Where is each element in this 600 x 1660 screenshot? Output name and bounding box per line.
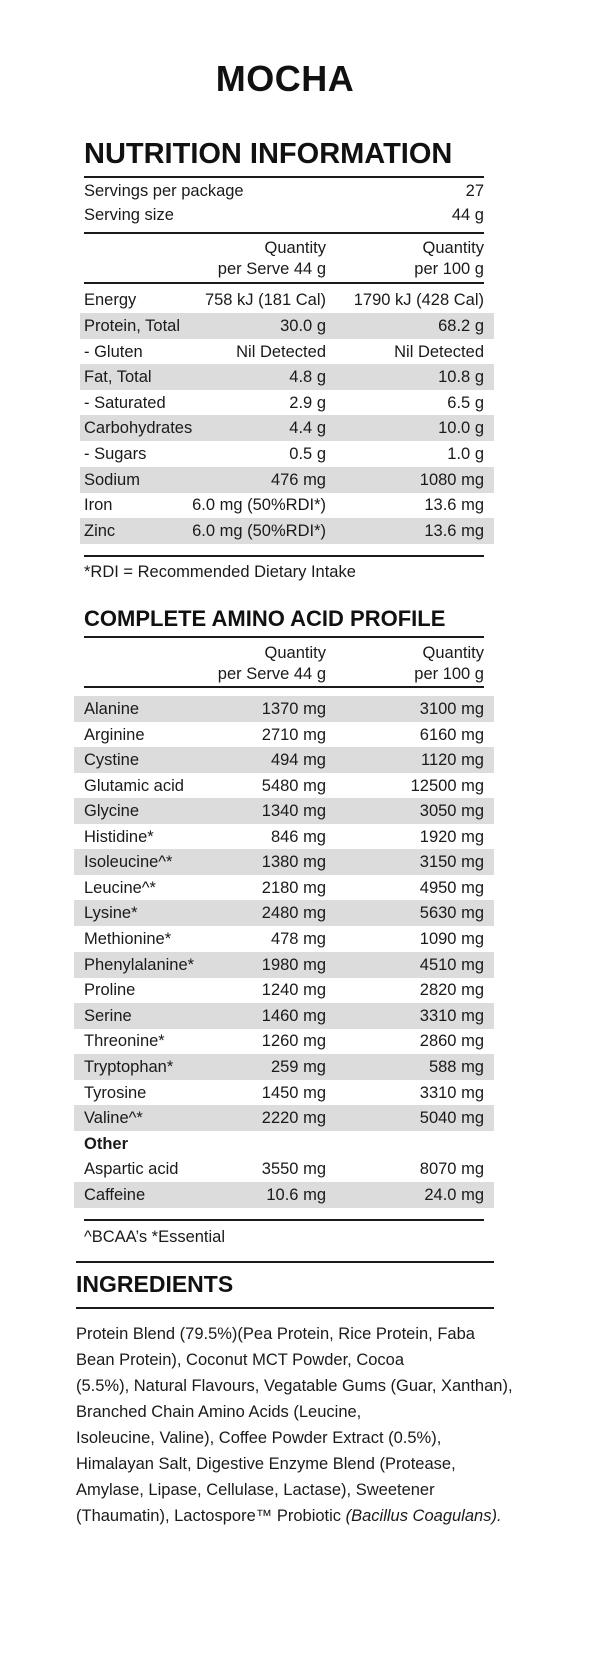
row-per-serve: 494 mg xyxy=(270,750,326,769)
nutrition-row xyxy=(80,518,494,544)
divider xyxy=(84,232,484,234)
col-header-line: Quantity xyxy=(422,644,484,662)
row-per-100g: 1080 mg xyxy=(419,470,484,489)
rdi-footnote: *RDI = Recommended Dietary Intake xyxy=(84,563,356,581)
amino-row xyxy=(74,849,494,875)
amino-row xyxy=(74,824,494,850)
divider xyxy=(76,1261,494,1263)
amino-row xyxy=(74,1105,494,1131)
row-label: Energy xyxy=(84,290,137,309)
row-per-serve: 3550 mg xyxy=(261,1159,326,1178)
serving-size-label: Serving size xyxy=(84,206,174,224)
nutrition-title: NUTRITION INFORMATION xyxy=(84,138,453,170)
row-per-100g: 6160 mg xyxy=(419,725,484,744)
row-per-serve: 846 mg xyxy=(270,827,326,846)
amino-row xyxy=(74,1054,494,1080)
row-per-serve: 476 mg xyxy=(270,470,326,489)
row-label: Lysine* xyxy=(84,903,138,922)
row-per-100g: 2860 mg xyxy=(419,1031,484,1050)
row-label: Sodium xyxy=(84,470,140,489)
row-label: Glutamic acid xyxy=(84,776,184,795)
row-per-serve: 2.9 g xyxy=(289,393,326,412)
amino-row xyxy=(74,952,494,978)
col-header-line: Quantity xyxy=(264,644,326,662)
row-per-100g: 10.8 g xyxy=(438,367,484,386)
row-per-serve: 1260 mg xyxy=(261,1031,326,1050)
row-per-100g: 1120 mg xyxy=(421,750,484,769)
nutrition-row xyxy=(80,467,494,493)
row-label: Caffeine xyxy=(84,1185,146,1204)
row-per-100g: 4950 mg xyxy=(419,878,484,897)
nutrition-row xyxy=(80,287,494,313)
amino-row xyxy=(74,900,494,926)
ingredients-line xyxy=(76,1503,546,1529)
row-label: Threonine* xyxy=(84,1031,165,1050)
row-per-100g: 6.5 g xyxy=(447,393,484,412)
row-per-100g: 13.6 mg xyxy=(424,521,484,540)
row-label: Isoleucine^* xyxy=(84,852,173,871)
divider xyxy=(84,636,484,638)
row-label: Iron xyxy=(84,495,113,514)
row-per-serve: 758 kJ (181 Cal) xyxy=(204,290,326,309)
ingredients-line: Amylase, Lipase, Cellulase, Lactase), Sweetener xyxy=(76,1481,435,1499)
ingredients-line: Protein Blend (79.5%)(Pea Protein, Rice Protein, Faba xyxy=(76,1325,475,1343)
col-header-line: Quantity xyxy=(422,239,484,257)
row-per-100g: 5040 mg xyxy=(419,1108,484,1127)
divider xyxy=(84,555,484,557)
ingredients-line: Bean Protein), Coconut MCT Powder, Cocoa xyxy=(76,1351,405,1369)
ingredients-line: Himalayan Salt, Digestive Enzyme Blend (Protease, xyxy=(76,1455,456,1473)
row-per-100g: 3310 mg xyxy=(419,1006,484,1025)
row-per-100g: 3310 mg xyxy=(419,1083,484,1102)
row-label: Histidine* xyxy=(84,827,154,846)
amino-other-row xyxy=(74,1182,494,1208)
nutrition-row xyxy=(80,415,494,441)
row-label: Serine xyxy=(84,1006,132,1025)
amino-row xyxy=(74,773,494,799)
row-per-100g: 5630 mg xyxy=(419,903,484,922)
ingredients-line-plain: (Thaumatin), Lactospore™ Probiotic xyxy=(76,1507,346,1525)
row-label: Aspartic acid xyxy=(84,1159,179,1178)
amino-row xyxy=(74,977,494,1003)
row-per-serve: 1340 mg xyxy=(261,801,326,820)
row-per-serve: 0.5 g xyxy=(289,444,326,463)
row-label: Fat, Total xyxy=(84,367,152,386)
row-label: Carbohydrates xyxy=(84,418,193,437)
divider xyxy=(84,1219,484,1221)
row-per-serve: 1980 mg xyxy=(261,955,326,974)
amino-row xyxy=(74,1080,494,1106)
nutrition-row xyxy=(80,390,494,416)
row-label: Alanine xyxy=(84,699,140,718)
row-per-serve: 2710 mg xyxy=(261,725,326,744)
row-per-serve: Nil Detected xyxy=(236,342,326,361)
amino-col-header-per-100g xyxy=(340,643,484,685)
amino-row xyxy=(74,1003,494,1029)
row-per-serve: 1370 mg xyxy=(261,699,326,718)
row-per-serve: 1240 mg xyxy=(261,980,326,999)
row-per-serve: 30.0 g xyxy=(280,316,326,335)
amino-row xyxy=(74,696,494,722)
nutrition-row xyxy=(80,364,494,390)
row-per-serve: 4.4 g xyxy=(289,418,326,437)
servings-per-package-value: 27 xyxy=(465,182,484,200)
amino-row xyxy=(74,1028,494,1054)
col-header-line: Quantity xyxy=(264,239,326,257)
divider xyxy=(84,282,484,284)
nutrition-row xyxy=(80,313,494,339)
divider xyxy=(76,1307,494,1309)
row-per-serve: 2180 mg xyxy=(261,878,326,897)
col-header-per-100g xyxy=(340,238,484,280)
col-header-line: per 100 g xyxy=(414,260,484,278)
row-per-100g: 3100 mg xyxy=(419,699,484,718)
ingredients-text xyxy=(76,1321,546,1529)
row-per-serve: 10.6 mg xyxy=(266,1185,326,1204)
row-per-serve: 1380 mg xyxy=(261,852,326,871)
row-label: Proline xyxy=(84,980,136,999)
row-per-100g: 2820 mg xyxy=(419,980,484,999)
row-label: Valine^* xyxy=(84,1108,143,1127)
row-label: Zinc xyxy=(84,521,116,540)
row-label: Phenylalanine* xyxy=(84,955,195,974)
row-per-100g: 1920 mg xyxy=(419,827,484,846)
ingredients-line: Isoleucine, Valine), Coffee Powder Extract (0.5%), xyxy=(76,1429,442,1447)
row-per-100g: 8070 mg xyxy=(419,1159,484,1178)
row-per-serve: 1460 mg xyxy=(261,1006,326,1025)
ingredients-line: (5.5%), Natural Flavours, Vegatable Gums (Guar, Xanthan), xyxy=(76,1377,513,1395)
amino-row xyxy=(74,798,494,824)
col-header-line: per 100 g xyxy=(414,665,484,683)
ingredients-line-italic: (Bacillus Coagulans). xyxy=(345,1507,502,1525)
row-label: Arginine xyxy=(84,725,145,744)
row-per-serve: 4.8 g xyxy=(289,367,326,386)
row-per-100g: 4510 mg xyxy=(419,955,484,974)
row-per-100g: 1.0 g xyxy=(447,444,484,463)
ingredients-line: Branched Chain Amino Acids (Leucine, xyxy=(76,1403,362,1421)
amino-title: COMPLETE AMINO ACID PROFILE xyxy=(84,606,446,631)
nutrition-row xyxy=(80,441,494,467)
row-label: Methionine* xyxy=(84,929,172,948)
row-per-100g: 12500 mg xyxy=(410,776,484,795)
col-header-per-serve xyxy=(180,238,326,280)
row-per-100g: 588 mg xyxy=(428,1057,484,1076)
row-per-100g: 1790 kJ (428 Cal) xyxy=(353,290,484,309)
amino-row xyxy=(74,875,494,901)
row-per-serve: 2220 mg xyxy=(261,1108,326,1127)
servings-per-package-label: Servings per package xyxy=(84,182,244,200)
row-label: - Gluten xyxy=(84,342,143,361)
row-per-serve: 2480 mg xyxy=(261,903,326,922)
row-per-100g: 3150 mg xyxy=(419,852,484,871)
row-label: Protein, Total xyxy=(84,316,181,335)
col-header-line: per Serve 44 g xyxy=(217,260,326,278)
row-per-100g: Nil Detected xyxy=(394,342,484,361)
divider xyxy=(84,686,484,688)
serving-size-value: 44 g xyxy=(451,206,484,224)
product-flavour-title: MOCHA xyxy=(215,58,355,99)
row-per-100g: 68.2 g xyxy=(438,316,484,335)
nutrition-row xyxy=(80,492,494,518)
other-heading: Other xyxy=(84,1134,129,1153)
row-label: Cystine xyxy=(84,750,140,769)
row-per-serve: 1450 mg xyxy=(261,1083,326,1102)
other-heading-row xyxy=(74,1131,494,1157)
col-header-line: per Serve 44 g xyxy=(217,665,326,683)
row-label: Leucine^* xyxy=(84,878,156,897)
row-per-100g: 10.0 g xyxy=(438,418,484,437)
amino-row xyxy=(74,926,494,952)
row-label: Tryptophan* xyxy=(84,1057,174,1076)
amino-row xyxy=(74,722,494,748)
row-per-100g: 3050 mg xyxy=(419,801,484,820)
row-per-serve: 6.0 mg (50%RDI*) xyxy=(192,521,326,540)
row-label: Glycine xyxy=(84,801,140,820)
row-per-serve: 478 mg xyxy=(270,929,326,948)
nutrition-row xyxy=(80,339,494,365)
row-per-100g: 24.0 mg xyxy=(424,1185,484,1204)
divider xyxy=(84,176,484,178)
row-per-serve: 259 mg xyxy=(270,1057,326,1076)
row-per-100g: 1090 mg xyxy=(419,929,484,948)
row-label: - Sugars xyxy=(84,444,147,463)
row-label: - Saturated xyxy=(84,393,166,412)
amino-footnote: ^BCAA’s *Essential xyxy=(84,1228,226,1246)
ingredients-title: INGREDIENTS xyxy=(76,1271,234,1297)
row-per-serve: 6.0 mg (50%RDI*) xyxy=(192,495,326,514)
amino-col-header-per-serve xyxy=(180,643,326,685)
row-per-100g: 13.6 mg xyxy=(424,495,484,514)
amino-row xyxy=(74,747,494,773)
row-per-serve: 5480 mg xyxy=(261,776,326,795)
row-label: Tyrosine xyxy=(84,1083,147,1102)
amino-other-row xyxy=(74,1156,494,1182)
